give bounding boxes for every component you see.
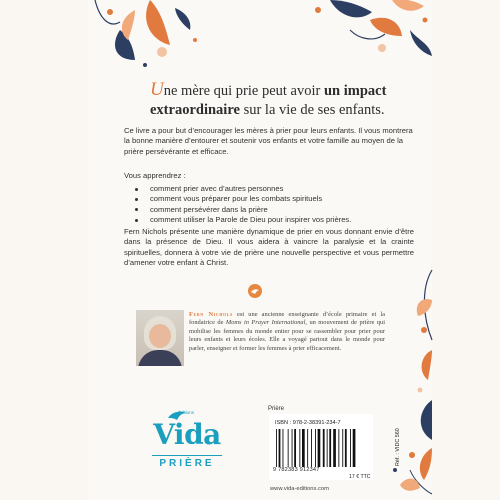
barcode-bar <box>350 429 351 467</box>
logo-divider <box>152 455 222 456</box>
logo-editions: Éditions <box>178 410 195 415</box>
bio-text-1: est une ancienne enseignante d’école primaire et la fondatrice de <box>189 311 386 327</box>
barcode-bar <box>299 429 300 467</box>
barcode-bar <box>318 429 321 467</box>
barcode <box>275 429 361 467</box>
learn-item: comment prier avec d’autres personnes <box>124 184 414 194</box>
barcode-bar <box>283 429 284 467</box>
barcode-bar <box>323 429 325 467</box>
author-bio <box>189 311 385 353</box>
tagline-part2: sur la vie de ses enfants. <box>239 102 385 118</box>
barcode-bar <box>342 429 343 467</box>
category-label: Prière <box>268 406 285 412</box>
intro-paragraph: Ce livre a pour but d’encourager les mères à prier pour leurs enfants. Il vous montrera la bonne manière d’entourer et soutenir vos enfants et votre famille au moyen de la prière persévérante et efficace. <box>124 126 413 156</box>
barcode-number: 9 782383 912347 <box>273 467 320 473</box>
reference-code: Réf. : VIDC 560 <box>395 428 401 466</box>
bio-text-2: , un mouvement de prière qui mobilise les femmes du monde entier pour se rassembler pour prier pour leurs enfants et leurs écoles. Elle a voyagé partout dans le monde pour parler, enseigner et former les femmes à prier efficacement. <box>189 319 385 352</box>
logo-vida: Vida <box>153 418 221 451</box>
barcode-bar <box>338 429 339 467</box>
isbn-box <box>269 414 373 480</box>
photo-face <box>149 324 171 348</box>
website-url: www.vida-editions.com <box>270 486 329 492</box>
barcode-bar <box>302 429 305 467</box>
cover-tagline <box>150 80 390 120</box>
tagline-initial: U <box>150 79 164 100</box>
publisher-logo <box>144 408 230 474</box>
barcode-bar <box>327 429 328 467</box>
barcode-bar <box>333 429 336 467</box>
bio-organization: Moms in Prayer International <box>225 319 306 327</box>
learn-item: comment vous préparer pour les combats spirituels <box>124 194 414 204</box>
author-name: Fern Nichols <box>189 311 233 318</box>
learn-heading: Vous apprendrez : <box>124 171 186 180</box>
barcode-bar <box>294 429 296 467</box>
barcode-bar <box>315 429 316 467</box>
learn-item: comment persévérer dans la prière <box>124 205 414 215</box>
photo-shirt <box>138 350 182 366</box>
barcode-bar <box>353 429 356 467</box>
description-paragraph: Fern Nichols présente une manière dynamique de prier en vous donnant envie d’être dans la présence de Dieu. Il vous aidera à vaincre la paralysie et la crainte spirituelles, donnera à votre vie de prière une nouvelle perspective et vous permettre d’amener votre enfant à Christ. <box>124 227 414 268</box>
learn-item: comment utiliser la Parole de Dieu pour inspirer vos prières. <box>124 215 414 225</box>
price-label: 17 € TTC <box>349 474 371 480</box>
barcode-bar <box>311 429 312 467</box>
tagline-emphasis: un impact extraordinaire <box>150 83 387 118</box>
dove-emblem-icon <box>248 284 262 298</box>
isbn-text: ISBN : 978-2-38391-234-7 <box>275 420 341 426</box>
barcode-bar <box>276 429 277 467</box>
logo-priere: PRIÈRE <box>159 458 215 469</box>
author-photo <box>136 310 184 366</box>
barcode-bar <box>345 429 347 467</box>
tagline-part1: ne mère qui prie peut avoir <box>163 83 324 99</box>
barcode-bar <box>279 429 281 467</box>
barcode-bar <box>307 429 308 467</box>
learn-list <box>124 184 414 226</box>
barcode-bar <box>288 429 289 467</box>
barcode-bar <box>329 429 331 467</box>
barcode-bar <box>292 429 293 467</box>
